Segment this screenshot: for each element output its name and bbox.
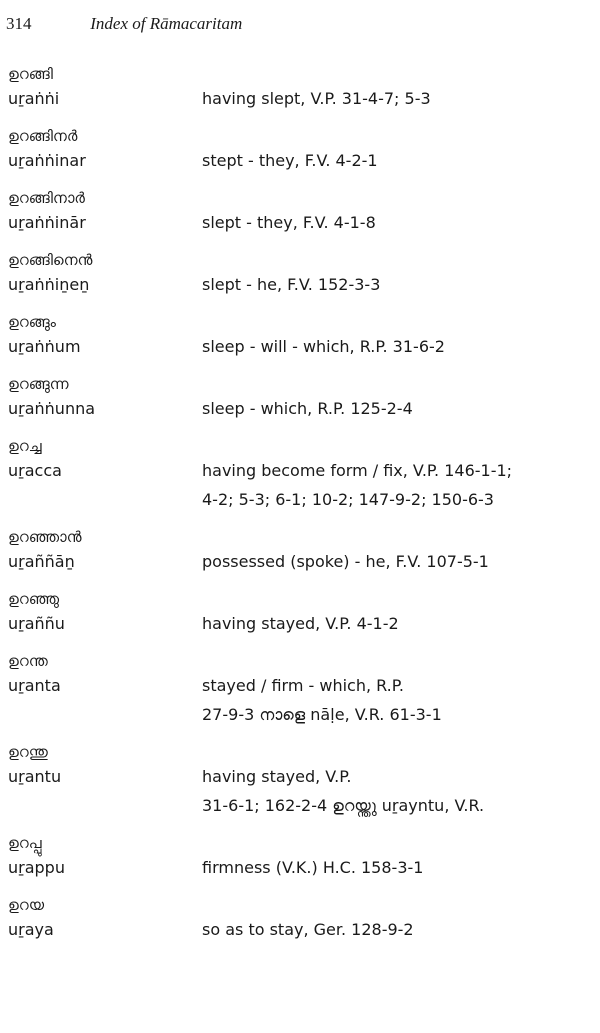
malayalam-headword: ഉറപ്പു: [8, 834, 42, 852]
entry-row: [8, 671, 598, 729]
malayalam-headword: ഉറങ്ങി: [8, 65, 53, 83]
index-entry: [8, 895, 598, 944]
index-entry: [8, 250, 598, 299]
gloss-line: stayed / firm - which, R.P.: [202, 676, 405, 695]
gloss-line: firmness (V.K.) H.C. 158-3-1: [202, 858, 424, 877]
transliteration: uṟaṅṅinar: [8, 151, 86, 170]
gloss-line: sleep - will - which, R.P. 31-6-2: [202, 337, 445, 356]
gloss-line: slept - they, F.V. 4-1-8: [202, 213, 376, 232]
entry-row: [8, 456, 598, 514]
page-header: [6, 14, 242, 34]
gloss: [202, 270, 598, 299]
malayalam-headword: ഉറങ്ങിനർ: [8, 127, 78, 145]
gloss: [202, 547, 598, 576]
entry-row: [8, 547, 598, 576]
entry-row: [8, 915, 598, 944]
gloss: [202, 208, 598, 237]
gloss-line: stept - they, F.V. 4-2-1: [202, 151, 378, 170]
index-entry: [8, 436, 598, 514]
entry-row: [8, 332, 598, 361]
gloss-line: 27-9-3 നാളെ nāḷe, V.R. 61-3-1: [202, 705, 442, 724]
gloss: [202, 762, 598, 820]
gloss-line: having stayed, V.P.: [202, 767, 352, 786]
index-entry: [8, 742, 598, 820]
malayalam-headword: ഉറഞ്ഞാൻ: [8, 528, 82, 546]
gloss: [202, 146, 598, 175]
index-entry: [8, 126, 598, 175]
transliteration: uṟaya: [8, 920, 54, 939]
gloss: [202, 332, 598, 361]
gloss-line: having stayed, V.P. 4-1-2: [202, 614, 399, 633]
gloss-line: having slept, V.P. 31-4-7; 5-3: [202, 89, 431, 108]
gloss: [202, 915, 598, 944]
index-entries: [8, 64, 598, 957]
gloss-line: sleep - which, R.P. 125-2-4: [202, 399, 413, 418]
gloss: [202, 394, 598, 423]
malayalam-headword: ഉറന്തു: [8, 743, 48, 761]
malayalam-headword: ഉറങ്ങും: [8, 313, 56, 331]
transliteration: uṟaṅṅunna: [8, 399, 96, 418]
gloss-line: having become form / fix, V.P. 146-1-1;: [202, 461, 513, 480]
entry-row: [8, 208, 598, 237]
transliteration: uṟaññu: [8, 614, 65, 633]
entry-row: [8, 853, 598, 882]
index-entry: [8, 64, 598, 113]
index-entry: [8, 589, 598, 638]
entry-row: [8, 270, 598, 299]
index-entry: [8, 188, 598, 237]
malayalam-headword: ഉറങ്ങിനെൻ: [8, 251, 93, 269]
malayalam-headword: ഉറന്ത: [8, 652, 48, 670]
entry-row: [8, 762, 598, 820]
gloss: [202, 456, 598, 514]
index-entry: [8, 651, 598, 729]
index-entry: [8, 527, 598, 576]
running-title: Index of Rāmacaritam: [90, 14, 243, 33]
entry-row: [8, 146, 598, 175]
transliteration: uṟaṅṅi: [8, 89, 60, 108]
transliteration: uṟanta: [8, 676, 61, 695]
gloss: [202, 84, 598, 113]
gloss-line: slept - he, F.V. 152-3-3: [202, 275, 381, 294]
index-entry: [8, 312, 598, 361]
transliteration: uṟaññāṉ: [8, 552, 75, 571]
gloss: [202, 671, 598, 729]
transliteration: uṟaṅṅinār: [8, 213, 86, 232]
transliteration: uṟappu: [8, 858, 65, 877]
gloss-line: possessed (spoke) - he, F.V. 107-5-1: [202, 552, 489, 571]
malayalam-headword: ഉറഞ്ഞു: [8, 590, 60, 608]
malayalam-headword: ഉറങ്ങുന്ന: [8, 375, 69, 393]
transliteration: uṟaṅṅum: [8, 337, 81, 356]
malayalam-headword: ഉറച്ച: [8, 437, 42, 455]
page-number: 314: [6, 14, 32, 33]
entry-row: [8, 394, 598, 423]
transliteration: uṟacca: [8, 461, 62, 480]
index-entry: [8, 833, 598, 882]
gloss-line: so as to stay, Ger. 128-9-2: [202, 920, 414, 939]
entry-row: [8, 84, 598, 113]
malayalam-headword: ഉറയ: [8, 896, 45, 914]
transliteration: uṟaṅṅiṉeṉ: [8, 275, 90, 294]
entry-row: [8, 609, 598, 638]
gloss: [202, 853, 598, 882]
transliteration: uṟantu: [8, 767, 62, 786]
gloss-line: 4-2; 5-3; 6-1; 10-2; 147-9-2; 150-6-3: [202, 490, 494, 509]
gloss: [202, 609, 598, 638]
gloss-line: 31-6-1; 162-2-4 ഉറയ്ന്തു uṟayntu, V.R.: [202, 796, 485, 815]
malayalam-headword: ഉറങ്ങിനാർ: [8, 189, 85, 207]
index-entry: [8, 374, 598, 423]
